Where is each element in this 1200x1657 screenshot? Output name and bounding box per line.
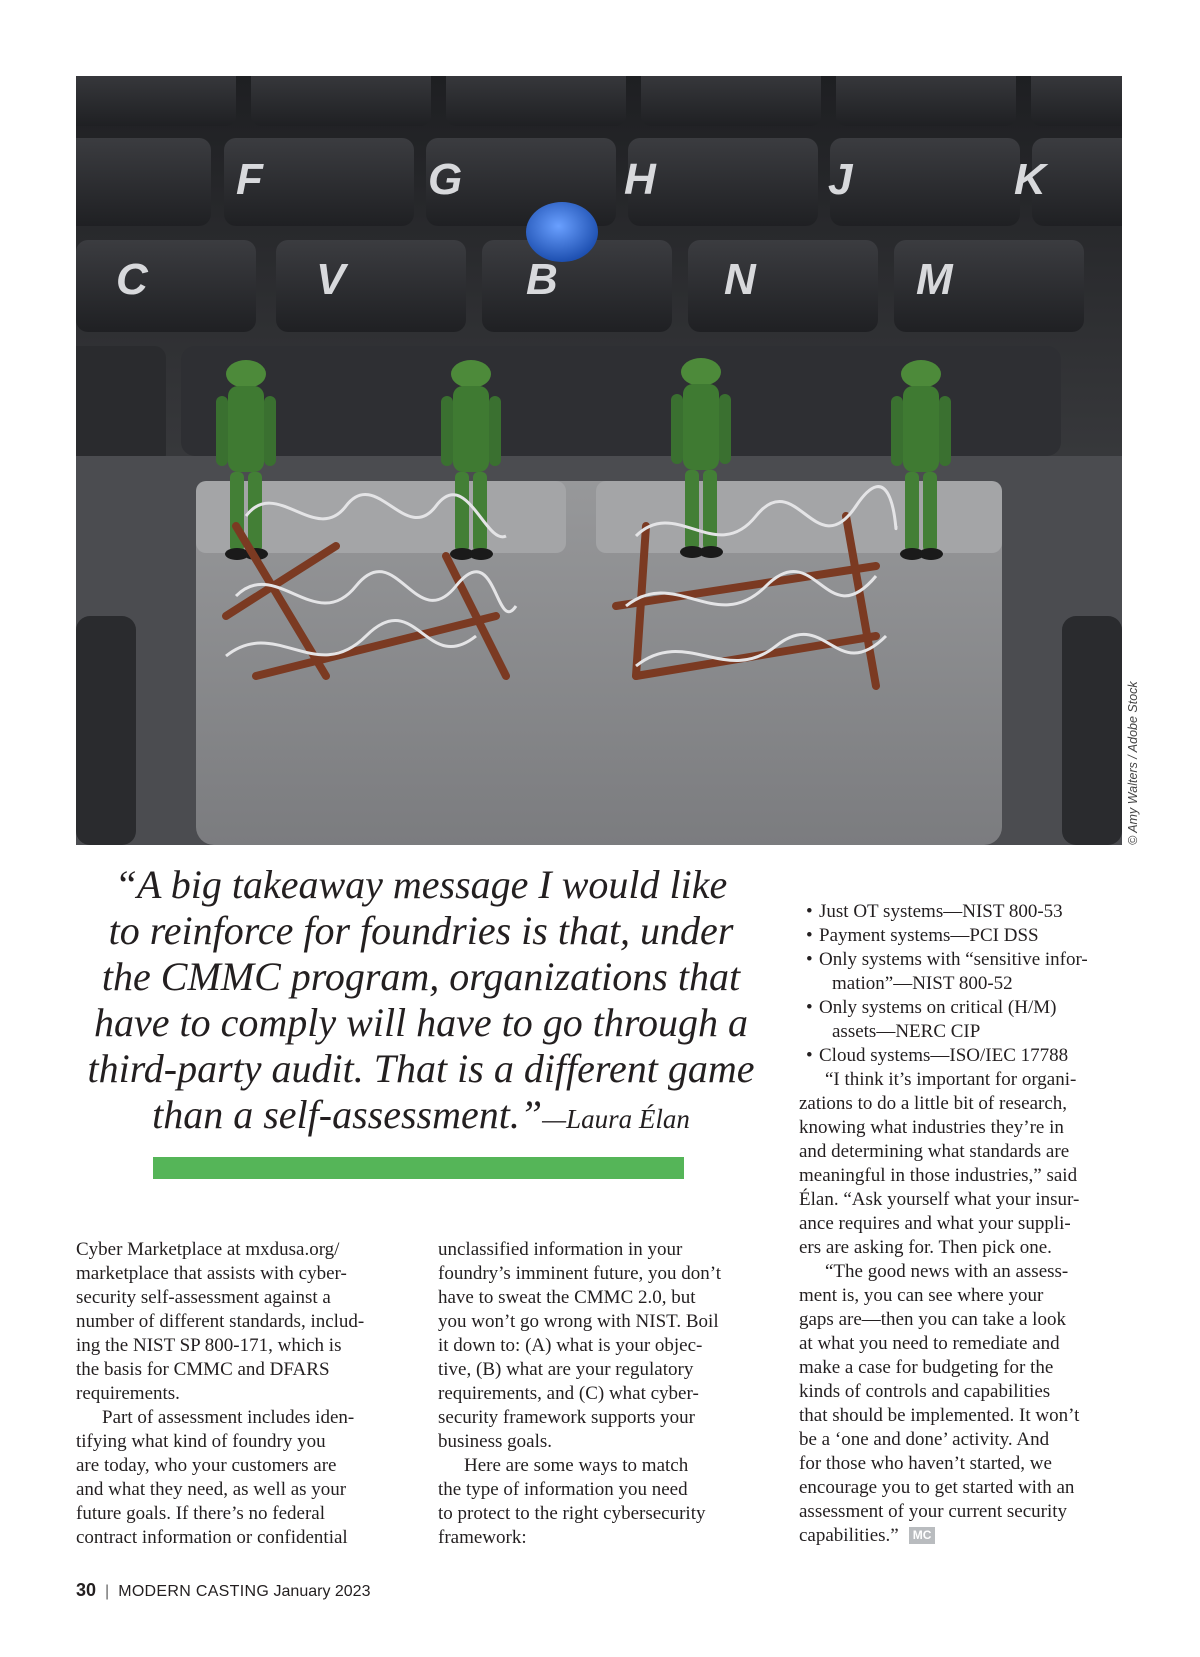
key-m: M — [916, 255, 953, 304]
text-line: the basis for CMMC and DFARS — [76, 1359, 330, 1380]
footer-separator: | — [105, 1583, 110, 1600]
pull-quote-text: than a self-assessment.” — [152, 1092, 543, 1137]
text-line-last — [799, 1524, 1129, 1548]
text-line: have to sweat the CMMC 2.0, but — [438, 1287, 696, 1308]
text-line: ers are asking for. Then pick one. — [799, 1237, 1052, 1258]
page-footer — [76, 1580, 370, 1601]
text-line: assessment of your current security — [799, 1501, 1068, 1522]
list-item-continuation: assets—NERC CIP — [832, 1021, 981, 1042]
closing-text: capabilities.” — [799, 1525, 899, 1546]
text-line: you won’t go wrong with NIST. Boil — [438, 1311, 719, 1332]
list-item: • Only systems with “sensitive infor- — [806, 949, 1088, 970]
bullet-icon: • — [806, 901, 813, 922]
article-column-2 — [438, 1238, 768, 1550]
text-line: knowing what industries they’re in — [799, 1117, 1064, 1138]
text-line: security framework supports your — [438, 1407, 695, 1428]
key-k: K — [1014, 155, 1046, 204]
text-line: security self-assessment against a — [76, 1287, 331, 1308]
pull-quote-line: the CMMC program, organizations that — [101, 954, 741, 999]
key-f: F — [236, 155, 263, 204]
key-c: C — [116, 255, 148, 304]
text-line: kinds of controls and capabilities — [799, 1381, 1051, 1402]
pull-quote-line: have to comply will have to go through a — [94, 1000, 748, 1045]
text-line: business goals. — [438, 1431, 552, 1452]
photo-credit: © Amy Walters / Adobe Stock — [1126, 681, 1140, 845]
key-n: N — [724, 255, 756, 304]
bullet-icon: • — [806, 949, 813, 970]
publication-name: MODERN CASTING — [118, 1583, 270, 1600]
text-line: and determining what standards are — [799, 1141, 1070, 1162]
pull-quote-accent-bar — [153, 1157, 684, 1179]
text-line: for those who haven’t started, we — [799, 1453, 1052, 1474]
text-line: to protect to the right cybersecurity — [438, 1503, 706, 1524]
text-line: gaps are—then you can take a look — [799, 1309, 1066, 1330]
text-line: be a ‘one and done’ activity. And — [799, 1429, 1050, 1450]
pull-quote-line: to reinforce for foundries is that, under — [108, 908, 734, 953]
text-line: the type of information you need — [438, 1479, 688, 1500]
text-line: at what you need to remediate and — [799, 1333, 1060, 1354]
list-item: • Only systems on critical (H/M) — [806, 997, 1057, 1018]
text-line: make a case for budgeting for the — [799, 1357, 1054, 1378]
text-line: zations to do a little bit of research, — [799, 1093, 1068, 1114]
key-j: J — [828, 155, 853, 204]
text-line: requirements, and (C) what cyber- — [438, 1383, 699, 1404]
key-g: G — [428, 155, 463, 204]
text-line: tive, (B) what are your regulatory — [438, 1359, 694, 1380]
text-line: ing the NIST SP 800-171, which is — [76, 1335, 342, 1356]
text-line: “I think it’s important for organi- — [825, 1069, 1077, 1090]
bullet-icon: • — [806, 997, 813, 1018]
text-line: that should be implemented. It won’t — [799, 1405, 1080, 1426]
pull-quote-line: “A big takeaway message I would like — [114, 862, 728, 907]
article-column-1 — [76, 1238, 406, 1550]
text-line: are today, who your customers are — [76, 1455, 337, 1476]
text-line: Here are some ways to match — [464, 1455, 689, 1476]
text-line: tifying what kind of foundry you — [76, 1431, 326, 1452]
pull-quote-line-last — [76, 1092, 766, 1142]
bullet-icon: • — [806, 1045, 813, 1066]
text-line: “The good news with an assess- — [825, 1261, 1069, 1282]
text-line: it down to: (A) what is your objec- — [438, 1335, 703, 1356]
key-v: V — [316, 255, 346, 304]
text-line: marketplace that assists with cyber- — [76, 1263, 347, 1284]
key-b: B — [526, 255, 558, 304]
text-line: meaningful in those industries,” said — [799, 1165, 1078, 1186]
end-mark-icon: MC — [909, 1527, 936, 1544]
pull-quote-line: third-party audit. That is a different game — [87, 1046, 755, 1091]
framework-bullet-list — [799, 900, 1129, 1068]
key-h: H — [624, 155, 656, 204]
text-line: Part of assessment includes iden- — [102, 1407, 355, 1428]
text-line: unclassified information in your — [438, 1239, 683, 1260]
text-line: number of different standards, includ- — [76, 1311, 365, 1332]
issue-date: January 2023 — [273, 1583, 371, 1600]
trackpoint-nub — [526, 202, 598, 262]
pull-quote — [76, 862, 766, 1142]
text-line: framework: — [438, 1527, 527, 1548]
list-item: • Just OT systems—NIST 800-53 — [806, 901, 1063, 922]
text-line: requirements. — [76, 1383, 180, 1404]
text-line: and what they need, as well as your — [76, 1479, 347, 1500]
text-line: future goals. If there’s no federal — [76, 1503, 326, 1524]
text-line: ment is, you can see where your — [799, 1285, 1044, 1306]
article-column-3 — [799, 900, 1129, 1548]
keyboard-soldiers-illustration — [76, 76, 1122, 845]
text-line: Élan. “Ask yourself what your insur- — [799, 1189, 1080, 1210]
list-item-continuation: mation”—NIST 800-52 — [832, 973, 1013, 994]
text-line: ance requires and what your suppli- — [799, 1213, 1071, 1234]
article-photo — [76, 76, 1122, 845]
list-item: • Payment systems—PCI DSS — [806, 925, 1039, 946]
page-number: 30 — [76, 1580, 97, 1600]
text-line: encourage you to get started with an — [799, 1477, 1075, 1498]
pull-quote-attribution: —Laura Élan — [542, 1104, 690, 1134]
text-line: foundry’s imminent future, you don’t — [438, 1263, 722, 1284]
bullet-icon: • — [806, 925, 813, 946]
text-line: Cyber Marketplace at mxdusa.org/ — [76, 1239, 340, 1260]
text-line: contract information or confidential — [76, 1527, 348, 1548]
list-item: • Cloud systems—ISO/IEC 17788 — [806, 1045, 1069, 1066]
